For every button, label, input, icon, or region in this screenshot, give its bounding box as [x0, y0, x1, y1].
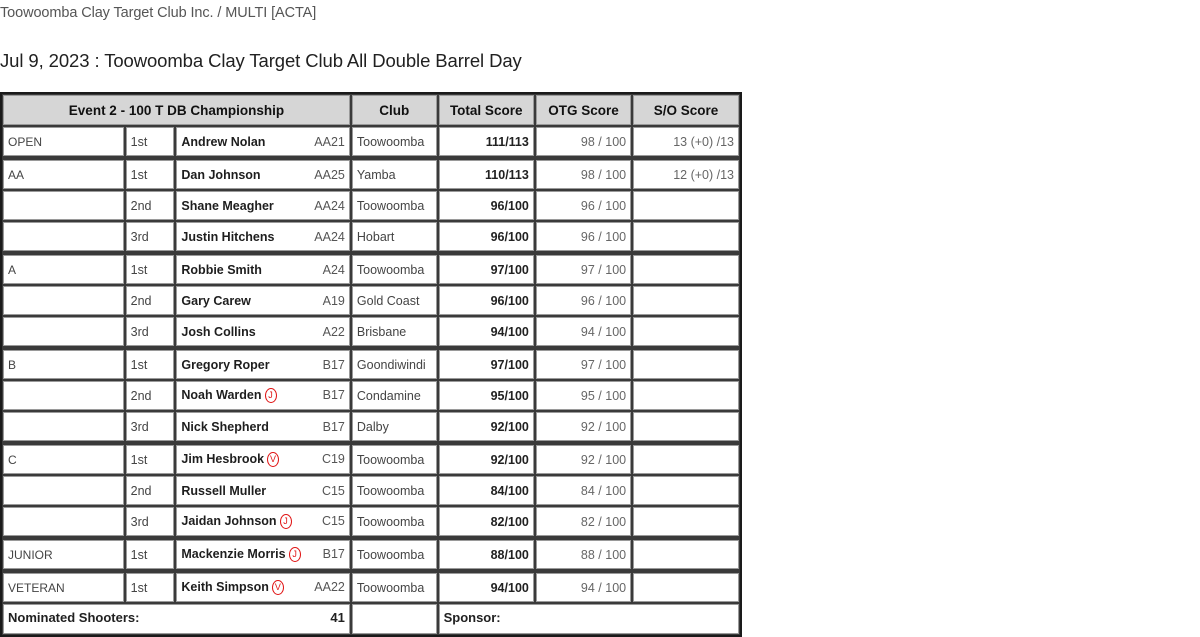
table-row — [2, 126, 740, 157]
club-cell: Toowoomba — [351, 442, 438, 475]
so-score-cell: 13 (+0) /13 — [632, 126, 740, 157]
shooter-cell — [175, 506, 351, 537]
so-score-cell — [632, 475, 740, 506]
table-row — [2, 252, 740, 285]
sponsor-cell: Sponsor: — [438, 603, 740, 635]
shooter-grade: C15 — [321, 514, 345, 529]
shooter-cell — [175, 411, 351, 442]
club-header: Club — [351, 94, 438, 126]
footer-row — [2, 603, 740, 635]
shooter-grade: C19 — [321, 452, 345, 467]
shooter-name: Gregory Roper — [181, 357, 270, 372]
division-cell — [2, 506, 125, 537]
shooter-cell — [175, 347, 351, 380]
shooter-name: Mackenzie Morris — [181, 546, 286, 561]
total-score-header: Total Score — [438, 94, 535, 126]
total-score-cell: 97/100 — [438, 347, 535, 380]
division-cell: A — [2, 252, 125, 285]
shooter-cell — [175, 570, 351, 603]
shooter-cell — [175, 316, 351, 347]
shooter-grade: A19 — [322, 293, 345, 308]
otg-score-cell: 84 / 100 — [535, 475, 632, 506]
total-score-cell: 94/100 — [438, 570, 535, 603]
total-score-cell: 95/100 — [438, 380, 535, 411]
shooter-name: Justin Hitchens — [181, 229, 275, 244]
so-score-cell — [632, 537, 740, 570]
otg-score-cell: 88 / 100 — [535, 537, 632, 570]
breadcrumb: Toowoomba Clay Target Club Inc. / MULTI [ACTA] — [0, 5, 317, 21]
table-row — [2, 475, 740, 506]
so-score-cell: 12 (+0) /13 — [632, 157, 740, 190]
club-cell: Gold Coast — [351, 285, 438, 316]
total-score-cell: 97/100 — [438, 252, 535, 285]
otg-score-cell: 97 / 100 — [535, 347, 632, 380]
place-cell: 2nd — [125, 190, 176, 221]
table-row — [2, 411, 740, 442]
division-cell: C — [2, 442, 125, 475]
shooter-name: Keith Simpson — [181, 579, 269, 594]
club-cell: Toowoomba — [351, 570, 438, 603]
table-row — [2, 506, 740, 537]
shooter-grade: B17 — [322, 419, 345, 434]
club-cell: Yamba — [351, 157, 438, 190]
so-score-cell — [632, 285, 740, 316]
shooter-name: Noah Warden — [181, 387, 262, 402]
club-cell: Goondiwindi — [351, 347, 438, 380]
event-title-header: Event 2 - 100 T DB Championship — [2, 94, 351, 126]
results-body — [2, 126, 740, 603]
shooter-grade: AA24 — [314, 229, 345, 244]
shooter-grade: A24 — [322, 262, 345, 277]
so-score-cell — [632, 411, 740, 442]
club-cell: Toowoomba — [351, 190, 438, 221]
club-cell: Toowoomba — [351, 126, 438, 157]
division-cell: AA — [2, 157, 125, 190]
shooter-cell — [175, 442, 351, 475]
shooter-name: Robbie Smith — [181, 262, 262, 277]
place-cell: 2nd — [125, 475, 176, 506]
so-score-cell — [632, 190, 740, 221]
shooter-cell — [175, 285, 351, 316]
place-cell: 1st — [125, 570, 176, 603]
shooter-name: Andrew Nolan — [181, 134, 266, 149]
place-cell: 3rd — [125, 411, 176, 442]
division-cell: VETERAN — [2, 570, 125, 603]
total-score-cell: 94/100 — [438, 316, 535, 347]
shooter-name: Gary Carew — [181, 293, 251, 308]
shooter-cell — [175, 221, 351, 252]
club-cell: Toowoomba — [351, 475, 438, 506]
total-score-cell: 110/113 — [438, 157, 535, 190]
otg-score-cell: 92 / 100 — [535, 411, 632, 442]
table-header-row — [2, 94, 740, 126]
shooter-grade: B17 — [322, 547, 345, 562]
so-score-cell — [632, 380, 740, 411]
club-cell: Toowoomba — [351, 537, 438, 570]
shooter-cell — [175, 157, 351, 190]
otg-score-cell: 96 / 100 — [535, 285, 632, 316]
total-score-cell: 96/100 — [438, 221, 535, 252]
table-row — [2, 157, 740, 190]
junior-badge-icon: J — [289, 547, 301, 562]
total-score-cell: 111/113 — [438, 126, 535, 157]
table-row — [2, 221, 740, 252]
otg-score-cell: 82 / 100 — [535, 506, 632, 537]
so-score-header: S/O Score — [632, 94, 740, 126]
shooter-cell — [175, 380, 351, 411]
junior-badge-icon: J — [280, 514, 292, 529]
so-score-cell — [632, 252, 740, 285]
place-cell: 2nd — [125, 380, 176, 411]
place-cell: 1st — [125, 157, 176, 190]
shooter-grade: C15 — [321, 483, 345, 498]
table-row — [2, 316, 740, 347]
junior-badge-icon: J — [265, 388, 277, 403]
division-cell: B — [2, 347, 125, 380]
total-score-cell: 92/100 — [438, 442, 535, 475]
shooter-grade: AA25 — [314, 167, 345, 182]
otg-score-cell: 98 / 100 — [535, 157, 632, 190]
shooter-grade: AA24 — [314, 198, 345, 213]
shooter-name: Jim Hesbrook — [181, 451, 265, 466]
total-score-cell: 88/100 — [438, 537, 535, 570]
so-score-cell — [632, 442, 740, 475]
place-cell: 1st — [125, 252, 176, 285]
shooter-name: Dan Johnson — [181, 167, 261, 182]
shooter-cell — [175, 126, 351, 157]
otg-score-header: OTG Score — [535, 94, 632, 126]
shooter-name: Russell Muller — [181, 483, 267, 498]
place-cell: 3rd — [125, 316, 176, 347]
club-cell: Condamine — [351, 380, 438, 411]
club-cell: Toowoomba — [351, 252, 438, 285]
place-cell: 1st — [125, 537, 176, 570]
total-score-cell: 92/100 — [438, 411, 535, 442]
otg-score-cell: 95 / 100 — [535, 380, 632, 411]
so-score-cell — [632, 506, 740, 537]
shooter-grade: A22 — [322, 324, 345, 339]
shooter-grade: B17 — [322, 357, 345, 372]
table-row — [2, 442, 740, 475]
table-row — [2, 537, 740, 570]
shooter-name: Nick Shepherd — [181, 419, 269, 434]
place-cell: 3rd — [125, 221, 176, 252]
otg-score-cell: 98 / 100 — [535, 126, 632, 157]
shooter-name: Shane Meagher — [181, 198, 274, 213]
shooter-cell — [175, 475, 351, 506]
so-score-cell — [632, 347, 740, 380]
total-score-cell: 96/100 — [438, 190, 535, 221]
nominated-shooters-label: Nominated Shooters: — [8, 610, 140, 625]
division-cell — [2, 475, 125, 506]
page-title: Jul 9, 2023 : Toowoomba Clay Target Club All Double Barrel Day — [0, 50, 522, 71]
otg-score-cell: 94 / 100 — [535, 570, 632, 603]
results-table — [0, 92, 742, 637]
otg-score-cell: 94 / 100 — [535, 316, 632, 347]
club-cell: Dalby — [351, 411, 438, 442]
total-score-cell: 96/100 — [438, 285, 535, 316]
veteran-badge-icon: V — [272, 580, 284, 595]
otg-score-cell: 92 / 100 — [535, 442, 632, 475]
otg-score-cell: 96 / 100 — [535, 221, 632, 252]
footer-blank-cell — [351, 603, 438, 635]
division-cell: OPEN — [2, 126, 125, 157]
place-cell: 3rd — [125, 506, 176, 537]
total-score-cell: 82/100 — [438, 506, 535, 537]
otg-score-cell: 97 / 100 — [535, 252, 632, 285]
place-cell: 1st — [125, 126, 176, 157]
table-row — [2, 570, 740, 603]
otg-score-cell: 96 / 100 — [535, 190, 632, 221]
division-cell — [2, 411, 125, 442]
table-row — [2, 380, 740, 411]
shooter-grade: AA22 — [314, 580, 345, 595]
place-cell: 1st — [125, 442, 176, 475]
club-cell: Toowoomba — [351, 506, 438, 537]
so-score-cell — [632, 316, 740, 347]
division-cell — [2, 190, 125, 221]
table-row — [2, 190, 740, 221]
division-cell — [2, 316, 125, 347]
division-cell: JUNIOR — [2, 537, 125, 570]
shooter-cell — [175, 190, 351, 221]
division-cell — [2, 221, 125, 252]
place-cell: 2nd — [125, 285, 176, 316]
so-score-cell — [632, 221, 740, 252]
table-row — [2, 285, 740, 316]
shooter-name: Josh Collins — [181, 324, 256, 339]
shooter-grade: AA21 — [314, 134, 345, 149]
shooter-name: Jaidan Johnson — [181, 513, 277, 528]
place-cell: 1st — [125, 347, 176, 380]
nominated-shooters-cell — [2, 603, 351, 635]
nominated-shooters-count: 41 — [330, 610, 345, 625]
table-row — [2, 347, 740, 380]
total-score-cell: 84/100 — [438, 475, 535, 506]
shooter-cell — [175, 252, 351, 285]
veteran-badge-icon: V — [267, 452, 279, 467]
club-cell: Brisbane — [351, 316, 438, 347]
club-cell: Hobart — [351, 221, 438, 252]
division-cell — [2, 285, 125, 316]
shooter-cell — [175, 537, 351, 570]
division-cell — [2, 380, 125, 411]
so-score-cell — [632, 570, 740, 603]
shooter-grade: B17 — [322, 388, 345, 403]
